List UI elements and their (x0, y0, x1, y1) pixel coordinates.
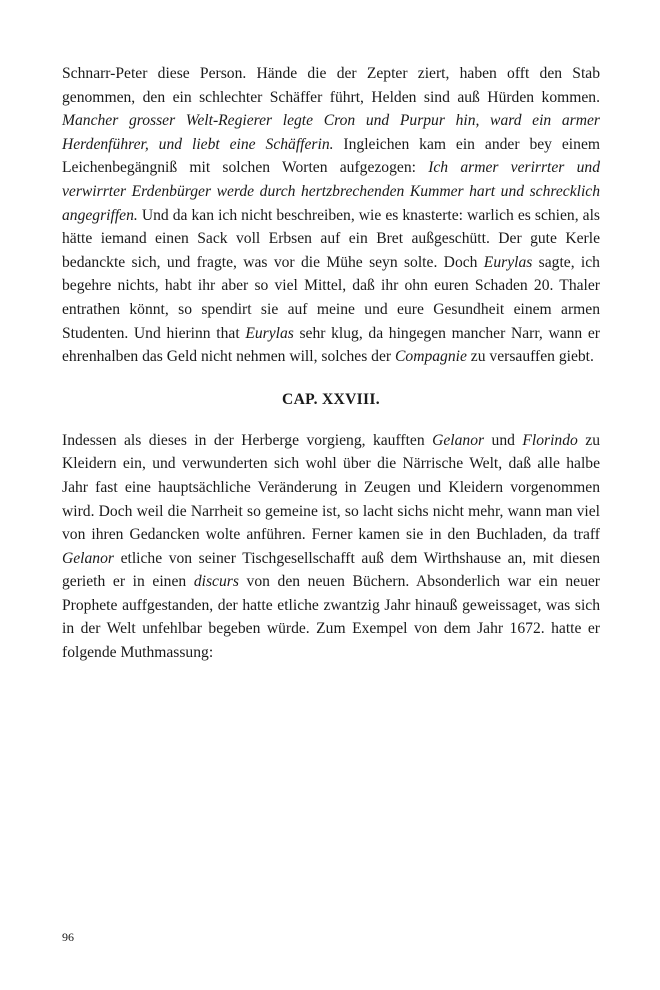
italic-run: Eurylas (483, 253, 533, 271)
italic-run: Compagnie (395, 348, 467, 366)
book-page (62, 62, 600, 665)
italic-run: Ich armer verirrter und verwirrter Erdenbürger werde durch hertzbrechenden Kummer hart und schrecklich angegriffen. (62, 159, 600, 224)
italic-run: Gelanor (432, 431, 485, 449)
italic-run: discurs (193, 573, 239, 591)
italic-run: Florindo (522, 431, 578, 449)
italic-run: Mancher grosser Welt-Regierer legte Cron und Purpur hin, ward ein armer Herdenführer, und liebt eine Schäfferin. (62, 112, 600, 153)
paragraph-2: Indessen als dieses in der Herberge vorgieng, kaufften Gelanor und Florindo zu Kleidern ein, und verwunderten sich wohl über die Närrische Welt, daß alle halbe Jahr fast eine hauptsächliche Veränderung in Zeugen und Kleidern vorgenommen wird. Doch weil die Narrheit so gemeine ist, so lacht sichs nicht mehr, wann man viel von ihren Gedancken wolte anführen. Ferner kamen sie in den Buchladen, da traff Gelanor etliche von seiner Tischgesellschafft auß dem Wirthshause an, mit diesen gerieth er in einen discurs von den neuen Büchern. Absonderlich war ein neuer Prophete auffgestanden, der hatte etliche zwantzig Jahr hinauß geweissaget, was sich in der Welt unfehlbar begeben würde. Zum Exempel von dem Jahr 1672. hatte er folgende Muthmassung: (62, 431, 600, 662)
italic-run: Gelanor (62, 549, 114, 567)
italic-run: Eurylas (245, 324, 294, 342)
page-number: 96 (62, 930, 74, 944)
paragraph-1: Schnarr-Peter diese Person. Hände die der Zepter ziert, haben offt den Stab genommen, den ein schlechter Schäffer führt, Helden sind auß Hürden kommen. Mancher grosser Welt-Regierer legte Cron und Purpur hin, ward ein armer Herdenführer, und liebt eine Schäfferin. Ingleichen kam ein ander bey einem Leichenbegängniß mit solchen Worten aufgezogen: Ich armer verirrter und verwirrter Erdenbürger werde durch hertzbrechenden Kummer hart und schrecklich angegriffen. Und da kan ich nicht beschreiben, wie es knasterte: warlich es schien, als hätte iemand einen Sack voll Erbsen auf ein Bret außgeschütt. Der gute Kerle bedanckte sich, und fragte, was vor die Mühe seyn solte. Doch Eurylas sagte, ich begehre nichts, habt ihr aber so viel Mittel, daß ihr ohn euren Schaden 20. Thaler entrathen könnt, so spendirt sie auf meine und eure Gesundheit einem armen Studenten. Und hierinn that Eurylas sehr klug, da hingegen mancher Narr, wann er ehrenhalben das Geld nicht nehmen will, solches der Compagnie zu versauffen giebt. (62, 65, 600, 366)
chapter-heading: CAP. XXVIII. (282, 390, 380, 408)
